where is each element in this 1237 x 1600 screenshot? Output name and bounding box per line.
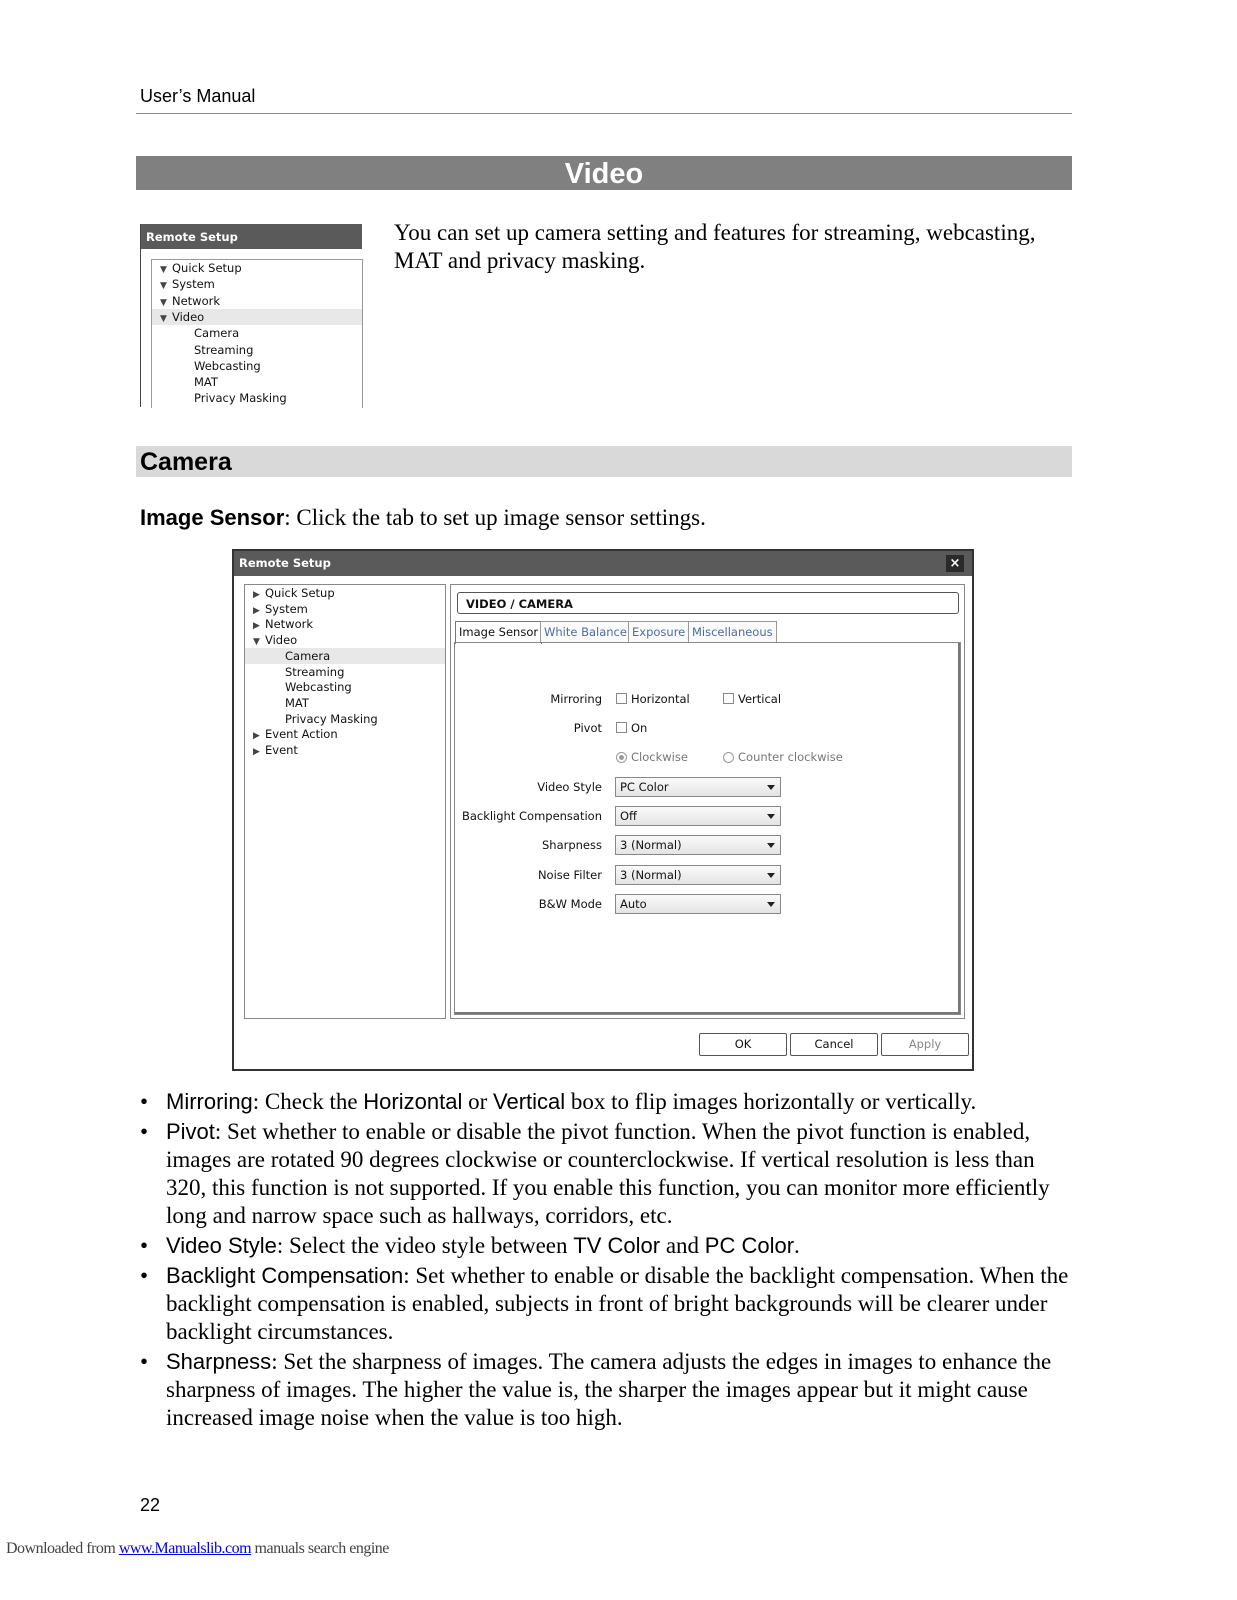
tree-item-label: Streaming [194, 342, 254, 357]
bullet-text: : Select the video style between [276, 1233, 574, 1258]
bullet-sharpness [140, 1348, 1070, 1432]
remote-setup-mini-panel [140, 224, 363, 407]
close-icon[interactable]: × [946, 555, 964, 572]
tree-item-privacy-masking[interactable] [194, 390, 287, 406]
tree-item-event-action[interactable] [253, 726, 338, 742]
bullet-dot: • [140, 1263, 149, 1288]
tree-item-privacy-masking[interactable] [285, 711, 378, 727]
bullet-text: and [660, 1233, 705, 1258]
noise-filter-label: Noise Filter [537, 868, 602, 882]
bullet-term: Sharpness [166, 1349, 272, 1374]
tree-item-label: System [265, 601, 308, 616]
collapse-arrow-icon[interactable]: ▶ [253, 731, 260, 742]
chevron-down-icon [767, 814, 775, 819]
mini-panel-title: Remote Setup [141, 224, 362, 249]
tab-white-balance[interactable]: White Balance [540, 621, 631, 643]
image-sensor-paragraph [140, 505, 706, 531]
clockwise-radio[interactable] [616, 752, 627, 763]
backlight-select[interactable] [615, 806, 781, 826]
tab-image-sensor[interactable]: Image Sensor [455, 621, 542, 644]
noise-filter-value: 3 (Normal) [620, 868, 682, 882]
counter-clockwise-radio[interactable] [723, 752, 734, 763]
bullet-term: Video Style [166, 1233, 277, 1258]
chevron-down-icon [767, 902, 775, 907]
tree-item-quick-setup[interactable] [253, 585, 335, 601]
pivot-label: Pivot [573, 721, 602, 735]
tree-item-webcasting[interactable] [285, 679, 352, 695]
header-rule [136, 113, 1072, 114]
image-sensor-panel [454, 642, 961, 1015]
tab-exposure[interactable]: Exposure [628, 621, 689, 643]
tree-item-label: Privacy Masking [194, 391, 287, 406]
tab-miscellaneous[interactable]: Miscellaneous [688, 621, 777, 643]
bw-mode-value: Auto [620, 897, 647, 911]
tree-item-system[interactable] [253, 601, 308, 617]
sharpness-value: 3 (Normal) [620, 838, 682, 852]
collapse-arrow-icon[interactable]: ▶ [253, 590, 260, 600]
bullet-text: : Set whether to enable or disable the backlight compensation. When the backlight compensation is enabled, subjects in front of bright backgrounds will be clearer under backlight circumstances. [166, 1263, 1069, 1344]
expand-arrow-icon[interactable]: ▼ [160, 297, 167, 308]
expand-arrow-icon[interactable]: ▼ [160, 265, 167, 275]
image-sensor-text: : Click the tab to set up image sensor settings. [284, 505, 706, 530]
tree-item-label: Video [172, 309, 205, 324]
pivot-checkbox[interactable] [616, 722, 627, 733]
tree-item-label: Event [265, 743, 298, 757]
tree-item-mat[interactable] [285, 695, 309, 711]
tree-item-quick-setup[interactable] [160, 260, 242, 276]
tree-item-label: System [172, 277, 215, 292]
tree-item-label: Camera [285, 648, 331, 663]
horizontal-checkbox[interactable] [616, 693, 627, 704]
collapse-arrow-icon[interactable]: ▶ [253, 747, 260, 757]
chevron-down-icon [767, 873, 775, 878]
bullet-text: : Set the sharpness of images. The camera adjusts the edges in images to enhance the sharpness of images. The higher the value is, the sharper the images appear but it might cause increased image noise when the value is too high. [166, 1349, 1052, 1430]
bullet-text: or [462, 1089, 494, 1114]
settings-pane [450, 584, 965, 1019]
video-section-title: Video [136, 156, 1072, 190]
tree-item-label: Camera [194, 326, 240, 341]
manualslib-link[interactable]: www.Manualslib.com [118, 1540, 252, 1557]
tree-item-label: Webcasting [194, 358, 261, 373]
apply-button[interactable]: Apply [881, 1033, 969, 1056]
bw-mode-select[interactable] [615, 894, 781, 914]
bullet-keyword: Vertical [493, 1089, 566, 1114]
bullet-video-style [140, 1232, 1070, 1260]
bullet-backlight [140, 1262, 1070, 1346]
pivot-on-label: On [631, 721, 648, 735]
bullet-text: . [794, 1233, 800, 1258]
chevron-down-icon [767, 785, 775, 790]
tree-item-label: Streaming [285, 664, 345, 679]
tree-item-event[interactable] [253, 742, 298, 758]
footer [6, 1540, 389, 1558]
tree-item-mat[interactable] [194, 374, 218, 390]
tree-item-label: Webcasting [285, 680, 352, 695]
tree-item-streaming[interactable] [194, 342, 253, 358]
intro-text: You can set up camera setting and features for streaming, webcasting, MAT and privacy masking. [394, 220, 1036, 273]
backlight-value: Off [620, 809, 637, 823]
tree-item-label: Event Action [265, 727, 338, 742]
sharpness-select[interactable] [615, 835, 781, 855]
video-style-select[interactable] [615, 777, 781, 797]
tree-item-network[interactable] [160, 293, 220, 309]
tree-item-camera[interactable] [245, 648, 445, 664]
bullet-text: : Check the [252, 1089, 364, 1114]
bw-mode-label: B&W Mode [538, 897, 602, 911]
bullet-mirroring [140, 1088, 1070, 1116]
bullet-keyword: PC Color [704, 1233, 795, 1258]
tree-item-streaming[interactable] [285, 664, 344, 680]
horizontal-label: Horizontal [631, 692, 690, 706]
bullet-term: Backlight Compensation [166, 1263, 404, 1288]
expand-arrow-icon[interactable]: ▼ [160, 281, 167, 292]
expand-arrow-icon[interactable]: ▼ [253, 637, 260, 648]
image-sensor-term: Image Sensor [140, 505, 285, 530]
tree-item-label: Quick Setup [265, 586, 335, 600]
section-header: VIDEO / CAMERA [457, 592, 959, 614]
video-style-label: Video Style [537, 780, 602, 794]
bullet-keyword: Horizontal [363, 1089, 463, 1114]
tree-item-label: Quick Setup [172, 261, 242, 275]
tree-item-label: Video [265, 633, 298, 648]
tree-item-label: Network [265, 617, 314, 632]
bullet-dot: • [140, 1089, 149, 1114]
bullet-list [140, 1088, 1070, 1434]
bullet-text: box to flip images horizontally or vertically. [565, 1089, 977, 1114]
collapse-arrow-icon[interactable]: ▶ [253, 605, 260, 616]
tree-item-camera[interactable] [194, 325, 239, 341]
footer-suffix: manuals search engine [251, 1540, 389, 1557]
expand-arrow-icon[interactable]: ▼ [160, 313, 167, 324]
bullet-text: : Set whether to enable or disable the pivot function. When the pivot function is enabled, images are rotated 90 degrees clockwise or counterclockwise. If vertical resolution is less than 320, this function is not supported. If you enable this function, you can monitor more efficiently long and narrow space such as hallways, corridors, etc. [166, 1119, 1050, 1228]
bullet-dot: • [140, 1349, 149, 1374]
footer-prefix: Downloaded from [6, 1540, 119, 1557]
vertical-label: Vertical [738, 692, 782, 706]
camera-section-title: Camera [136, 446, 1072, 477]
bullet-term: Mirroring [166, 1089, 253, 1114]
vertical-checkbox[interactable] [723, 693, 734, 704]
bullet-term: Pivot [166, 1119, 215, 1144]
chevron-down-icon [767, 843, 775, 848]
mini-tree [151, 259, 363, 408]
video-style-value: PC Color [620, 780, 669, 794]
bullet-dot: • [140, 1119, 149, 1144]
page-number: 22 [140, 1495, 161, 1515]
noise-filter-select[interactable] [615, 865, 781, 885]
collapse-arrow-icon[interactable]: ▶ [253, 621, 260, 632]
running-header: User’s Manual [140, 86, 256, 106]
tree-item-video[interactable] [152, 309, 362, 325]
sharpness-label: Sharpness [541, 838, 602, 852]
tree-item-label: Network [172, 293, 221, 308]
counter-clockwise-label: Counter clockwise [738, 750, 843, 764]
tree-item-webcasting[interactable] [194, 358, 261, 374]
clockwise-label: Clockwise [631, 750, 688, 764]
remote-setup-dialog [232, 549, 974, 1071]
mirroring-label: Mirroring [550, 692, 602, 706]
tree-item-network[interactable] [253, 616, 313, 632]
tree-item-label: MAT [194, 375, 218, 390]
tree-item-video[interactable] [253, 632, 297, 648]
tree-item-label: MAT [285, 695, 309, 710]
ok-button[interactable]: OK [699, 1033, 787, 1056]
bullet-dot: • [140, 1233, 149, 1258]
dialog-title: Remote Setup [234, 551, 972, 576]
dialog-tree [244, 584, 446, 1019]
tree-item-system[interactable] [160, 276, 215, 292]
bullet-pivot [140, 1118, 1070, 1230]
backlight-label: Backlight Compensation [461, 809, 602, 823]
bullet-keyword: TV Color [573, 1233, 661, 1258]
tree-item-label: Privacy Masking [285, 711, 378, 726]
cancel-button[interactable]: Cancel [790, 1033, 878, 1056]
